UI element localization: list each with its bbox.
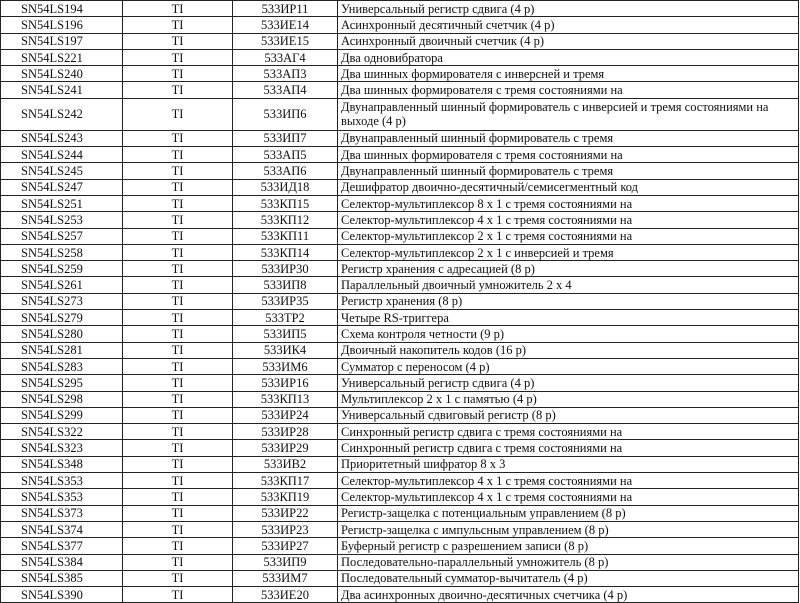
table-row: [1, 375, 799, 391]
part-number-cell: SN54LS385: [1, 570, 123, 586]
manufacturer-cell: TI: [123, 407, 233, 423]
table-row: [1, 66, 799, 82]
manufacturer-cell: TI: [123, 277, 233, 293]
manufacturer-cell: TI: [123, 147, 233, 163]
part-number-cell: SN54LS322: [1, 424, 123, 440]
description-cell: Регистр хранения (8 р): [338, 293, 799, 309]
analog-cell: 533ИР22: [233, 505, 338, 521]
analog-cell: 533ТР2: [233, 310, 338, 326]
manufacturer-cell: TI: [123, 1, 233, 17]
description-cell: Универсальный сдвиговый регистр (8 р): [338, 407, 799, 423]
part-number-cell: SN54LS257: [1, 228, 123, 244]
table-row: [1, 293, 799, 309]
manufacturer-cell: TI: [123, 587, 233, 603]
manufacturer-cell: TI: [123, 17, 233, 33]
manufacturer-cell: TI: [123, 244, 233, 260]
table-row: [1, 98, 799, 130]
table-row: [1, 326, 799, 342]
table-row: [1, 163, 799, 179]
part-number-cell: SN54LS374: [1, 521, 123, 537]
analog-cell: 533АП5: [233, 147, 338, 163]
description-cell: Приоритетный шифратор 8 х 3: [338, 456, 799, 472]
table-row: [1, 391, 799, 407]
table-row: [1, 1, 799, 17]
part-number-cell: SN54LS390: [1, 587, 123, 603]
table-row: [1, 147, 799, 163]
part-number-cell: SN54LS242: [1, 98, 123, 130]
table-row: [1, 212, 799, 228]
manufacturer-cell: TI: [123, 66, 233, 82]
manufacturer-cell: TI: [123, 195, 233, 211]
part-number-cell: SN54LS283: [1, 358, 123, 374]
manufacturer-cell: TI: [123, 570, 233, 586]
part-number-cell: SN54LS194: [1, 1, 123, 17]
part-number-cell: SN54LS295: [1, 375, 123, 391]
description-cell: Двоичный накопитель кодов (16 р): [338, 342, 799, 358]
table-row: [1, 17, 799, 33]
table-row: [1, 82, 799, 98]
manufacturer-cell: TI: [123, 49, 233, 65]
description-cell: Селектор-мультиплексор 2 х 1 с инверсией и тремя: [338, 244, 799, 260]
description-cell: Параллельный двоичный умножитель 2 х 4: [338, 277, 799, 293]
manufacturer-cell: TI: [123, 130, 233, 146]
analog-cell: 533ИД18: [233, 179, 338, 195]
description-cell: Два одновибратора: [338, 49, 799, 65]
analog-cell: 533ИР24: [233, 407, 338, 423]
table-row: [1, 407, 799, 423]
part-number-cell: SN54LS353: [1, 489, 123, 505]
manufacturer-cell: TI: [123, 163, 233, 179]
manufacturer-cell: TI: [123, 538, 233, 554]
description-cell: Селектор-мультиплексор 8 х 1 с тремя состояниями на: [338, 195, 799, 211]
analog-cell: 533ИР11: [233, 1, 338, 17]
part-number-cell: SN54LS253: [1, 212, 123, 228]
description-cell: Двунаправленный шинный формирователь с инверсией и тремя состояниями на выходе (4 р): [338, 98, 799, 130]
analog-cell: 533ИР23: [233, 521, 338, 537]
analog-cell: 533КП17: [233, 473, 338, 489]
manufacturer-cell: TI: [123, 98, 233, 130]
description-cell: Двунаправленный шинный формирователь с тремя: [338, 163, 799, 179]
manufacturer-cell: TI: [123, 179, 233, 195]
description-cell: Регистр хранения с адресацией (8 р): [338, 261, 799, 277]
manufacturer-cell: TI: [123, 228, 233, 244]
table-row: [1, 49, 799, 65]
table-row: [1, 505, 799, 521]
table-row: [1, 570, 799, 586]
manufacturer-cell: TI: [123, 261, 233, 277]
manufacturer-cell: TI: [123, 293, 233, 309]
part-number-cell: SN54LS273: [1, 293, 123, 309]
manufacturer-cell: TI: [123, 33, 233, 49]
analog-cell: 533ИМ7: [233, 570, 338, 586]
table-row: [1, 521, 799, 537]
analog-cell: 533ИР16: [233, 375, 338, 391]
part-number-cell: SN54LS258: [1, 244, 123, 260]
analog-cell: 533ИР27: [233, 538, 338, 554]
table-row: [1, 473, 799, 489]
description-cell: Дешифратор двоично-десятичный/семисегментный код: [338, 179, 799, 195]
part-number-cell: SN54LS348: [1, 456, 123, 472]
table-row: [1, 277, 799, 293]
part-number-cell: SN54LS221: [1, 49, 123, 65]
manufacturer-cell: TI: [123, 473, 233, 489]
table-row: [1, 554, 799, 570]
table-row: [1, 456, 799, 472]
analog-cell: 533КП12: [233, 212, 338, 228]
analog-cell: 533АП4: [233, 82, 338, 98]
analog-cell: 533ИР29: [233, 440, 338, 456]
table-body: [1, 1, 799, 603]
description-cell: Два шинных формирователя с инверсней и тремя: [338, 66, 799, 82]
description-cell: Асинхронный двоичный счетчик (4 р): [338, 33, 799, 49]
description-cell: Синхронный регистр сдвига с тремя состояниями на: [338, 440, 799, 456]
part-number-cell: SN54LS261: [1, 277, 123, 293]
part-number-cell: SN54LS197: [1, 33, 123, 49]
part-number-cell: SN54LS247: [1, 179, 123, 195]
part-number-cell: SN54LS244: [1, 147, 123, 163]
part-number-cell: SN54LS245: [1, 163, 123, 179]
table-row: [1, 244, 799, 260]
manufacturer-cell: TI: [123, 456, 233, 472]
analog-cell: 533АП3: [233, 66, 338, 82]
description-cell: Асинхронный десятичный счетчик (4 р): [338, 17, 799, 33]
table-row: [1, 33, 799, 49]
table-row: [1, 587, 799, 603]
table-row: [1, 179, 799, 195]
analog-cell: 533КП15: [233, 195, 338, 211]
table-row: [1, 489, 799, 505]
analog-cell: 533ИК4: [233, 342, 338, 358]
analog-cell: 533ИР28: [233, 424, 338, 440]
description-cell: Регистр-защелка с потенциальным управлением (8 р): [338, 505, 799, 521]
analog-cell: 533КП14: [233, 244, 338, 260]
part-number-cell: SN54LS373: [1, 505, 123, 521]
table-row: [1, 310, 799, 326]
description-cell: Буферный регистр с разрешением записи (8 р): [338, 538, 799, 554]
part-number-cell: SN54LS281: [1, 342, 123, 358]
manufacturer-cell: TI: [123, 310, 233, 326]
manufacturer-cell: TI: [123, 342, 233, 358]
description-cell: Селектор-мультиплексор 2 х 1 с тремя состояниями на: [338, 228, 799, 244]
manufacturer-cell: TI: [123, 440, 233, 456]
analog-cell: 533ИП8: [233, 277, 338, 293]
part-number-cell: SN54LS241: [1, 82, 123, 98]
analog-cell: 533АГ4: [233, 49, 338, 65]
part-number-cell: SN54LS353: [1, 473, 123, 489]
analog-cell: 533КП13: [233, 391, 338, 407]
manufacturer-cell: TI: [123, 505, 233, 521]
analog-cell: 533ИП5: [233, 326, 338, 342]
manufacturer-cell: TI: [123, 212, 233, 228]
table-row: [1, 130, 799, 146]
description-cell: Селектор-мультиплексор 4 х 1 с тремя состояниями на: [338, 473, 799, 489]
description-cell: Двунаправленный шинный формирователь с тремя: [338, 130, 799, 146]
part-number-cell: SN54LS251: [1, 195, 123, 211]
analog-cell: 533АП6: [233, 163, 338, 179]
description-cell: Селектор-мультиплексор 4 х 1 с тремя состояниями на: [338, 489, 799, 505]
description-cell: Регистр-защелка с импульсным управлением (8 р): [338, 521, 799, 537]
description-cell: Универсальный регистр сдвига (4 р): [338, 1, 799, 17]
part-number-cell: SN54LS384: [1, 554, 123, 570]
description-cell: Последовательно-параллельный умножитель (8 р): [338, 554, 799, 570]
part-number-cell: SN54LS243: [1, 130, 123, 146]
part-number-cell: SN54LS298: [1, 391, 123, 407]
analog-cell: 533ИП7: [233, 130, 338, 146]
analog-cell: 533ИЕ15: [233, 33, 338, 49]
analog-cell: 533ИП9: [233, 554, 338, 570]
part-number-cell: SN54LS279: [1, 310, 123, 326]
table-row: [1, 342, 799, 358]
analog-cell: 533ИР30: [233, 261, 338, 277]
analog-cell: 533ИП6: [233, 98, 338, 130]
analog-cell: 533ИЕ14: [233, 17, 338, 33]
description-cell: Два шинных формирователя с тремя состояниями на: [338, 82, 799, 98]
manufacturer-cell: TI: [123, 521, 233, 537]
manufacturer-cell: TI: [123, 391, 233, 407]
table-row: [1, 261, 799, 277]
part-number-cell: SN54LS323: [1, 440, 123, 456]
manufacturer-cell: TI: [123, 554, 233, 570]
part-number-cell: SN54LS196: [1, 17, 123, 33]
description-cell: Сумматор с переносом (4 р): [338, 358, 799, 374]
table-row: [1, 538, 799, 554]
description-cell: Схема контроля четности (9 р): [338, 326, 799, 342]
analog-cell: 533ИР35: [233, 293, 338, 309]
table-row: [1, 440, 799, 456]
description-cell: Селектор-мультиплексор 4 х 1 с тремя состояниями на: [338, 212, 799, 228]
analog-cell: 533ИЕ20: [233, 587, 338, 603]
part-number-cell: SN54LS299: [1, 407, 123, 423]
analog-cell: 533ИВ2: [233, 456, 338, 472]
manufacturer-cell: TI: [123, 375, 233, 391]
table-row: [1, 195, 799, 211]
description-cell: Два шинных формирователя с тремя состояниями на: [338, 147, 799, 163]
part-number-cell: SN54LS280: [1, 326, 123, 342]
part-number-cell: SN54LS259: [1, 261, 123, 277]
analog-cell: 533ИМ6: [233, 358, 338, 374]
description-cell: Два асинхронных двоично-десятичных счетчика (4 р): [338, 587, 799, 603]
table-row: [1, 424, 799, 440]
part-number-cell: SN54LS377: [1, 538, 123, 554]
description-cell: Синхронный регистр сдвига с тремя состояниями на: [338, 424, 799, 440]
description-cell: Последовательный сумматор-вычитатель (4 р): [338, 570, 799, 586]
description-cell: Четыре RS-триггера: [338, 310, 799, 326]
manufacturer-cell: TI: [123, 358, 233, 374]
table-row: [1, 228, 799, 244]
part-number-cell: SN54LS240: [1, 66, 123, 82]
table-row: [1, 358, 799, 374]
description-cell: Мультиплексор 2 х 1 с памятью (4 р): [338, 391, 799, 407]
manufacturer-cell: TI: [123, 326, 233, 342]
manufacturer-cell: TI: [123, 489, 233, 505]
analog-cell: 533КП11: [233, 228, 338, 244]
manufacturer-cell: TI: [123, 424, 233, 440]
analog-cell: 533КП19: [233, 489, 338, 505]
manufacturer-cell: TI: [123, 82, 233, 98]
description-cell: Универсальный регистр сдвига (4 р): [338, 375, 799, 391]
